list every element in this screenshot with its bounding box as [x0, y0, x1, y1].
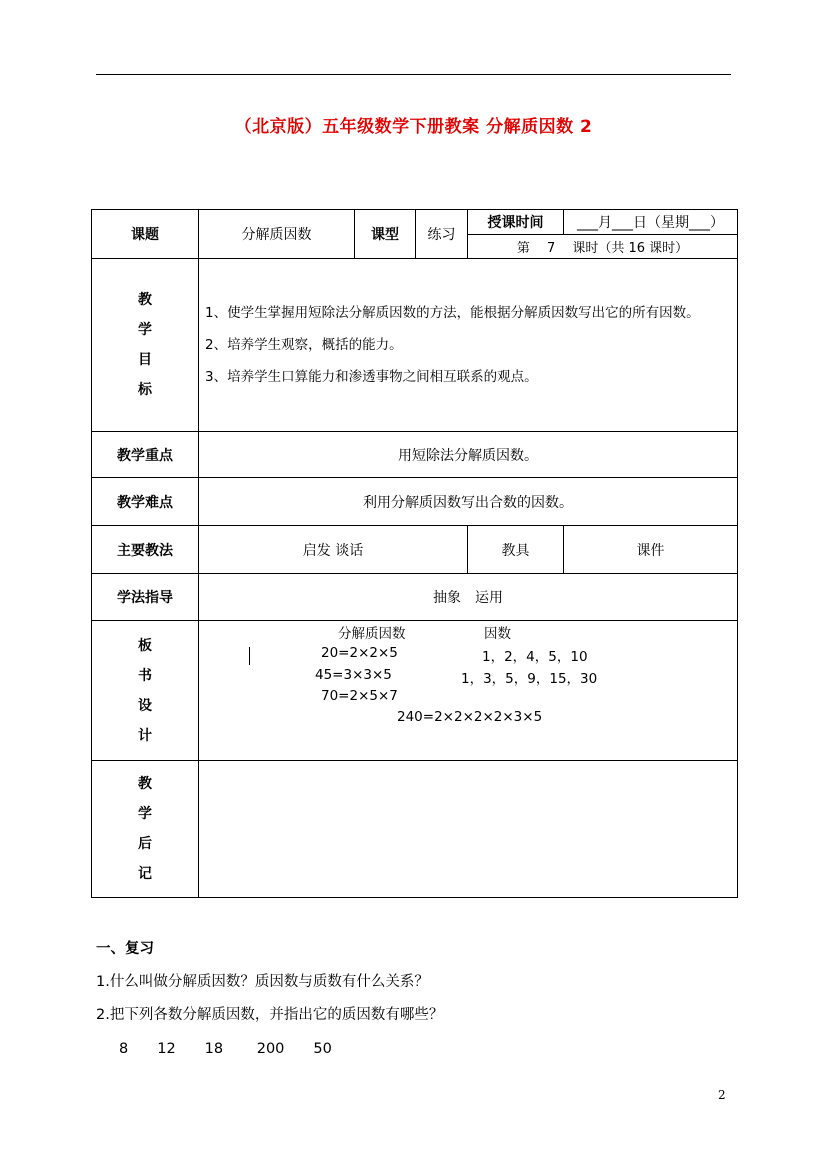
study-value: 抽象 运用: [199, 574, 738, 621]
goal-item: 1、使学生掌握用短除法分解质因数的方法，能根据分解质因数写出它的所有因数。: [205, 305, 700, 321]
board-head-left: 分解质因数: [338, 626, 406, 642]
text-cursor: [249, 647, 250, 665]
goals-list: [199, 259, 738, 432]
difficulty-value: 利用分解质因数写出合数的因数。: [199, 478, 738, 526]
board-line2-right: 1，3，5，9，15，30: [461, 671, 598, 687]
document-title: （北京版）五年级数学下册教案 分解质因数 2: [234, 117, 593, 137]
review-question-2: 2.把下列各数分解质因数，并指出它的质因数有哪些？: [96, 1007, 444, 1023]
method-value: 启发 谈话: [199, 526, 468, 574]
board-line3-left: 70=2×5×7: [321, 688, 398, 704]
review-question-1: 1.什么叫做分解质因数？质因数与质数有什么关系？: [96, 974, 429, 990]
period-text: 第 7 课时（共 16 课时）: [468, 235, 738, 259]
review-heading: 一、复习: [96, 941, 154, 957]
goal-item: 2、培养学生观察，概括的能力。: [205, 337, 403, 353]
header-rule: [96, 74, 731, 75]
board-label: 板 书 设 计: [92, 621, 199, 761]
type-label: 课型: [355, 210, 416, 259]
board-line1-left: 20=2×2×5: [321, 645, 398, 661]
tools-value: 课件: [564, 526, 738, 574]
type-value: 练习: [416, 210, 468, 259]
topic-label: 课题: [92, 210, 199, 259]
study-label: 学法指导: [92, 574, 199, 621]
method-label: 主要教法: [92, 526, 199, 574]
board-line2-left: 45=3×3×5: [315, 667, 392, 683]
lesson-plan-table: [91, 209, 738, 898]
difficulty-label: 教学难点: [92, 478, 199, 526]
board-line4: 240=2×2×2×2×3×5: [397, 709, 543, 725]
review-numbers: 8 12 18 200 50: [119, 1041, 332, 1057]
time-value: ___月___日（星期___）: [564, 210, 738, 235]
key-value: 用短除法分解质因数。: [199, 432, 738, 478]
topic-value: 分解质因数: [199, 210, 355, 259]
key-label: 教学重点: [92, 432, 199, 478]
time-label: 授课时间: [468, 210, 564, 235]
page-number: 2: [718, 1088, 726, 1102]
board-line1-right: 1，2，4，5，10: [482, 649, 588, 665]
board-design: [199, 621, 738, 761]
goals-label: 教 学 目 标: [92, 259, 199, 432]
tools-label: 教具: [468, 526, 564, 574]
goal-item: 3、培养学生口算能力和渗透事物之间相互联系的观点。: [205, 369, 538, 385]
reflection-label: 教 学 后 记: [92, 761, 199, 898]
board-head-right: 因数: [484, 626, 511, 642]
reflection-area: [199, 761, 738, 898]
